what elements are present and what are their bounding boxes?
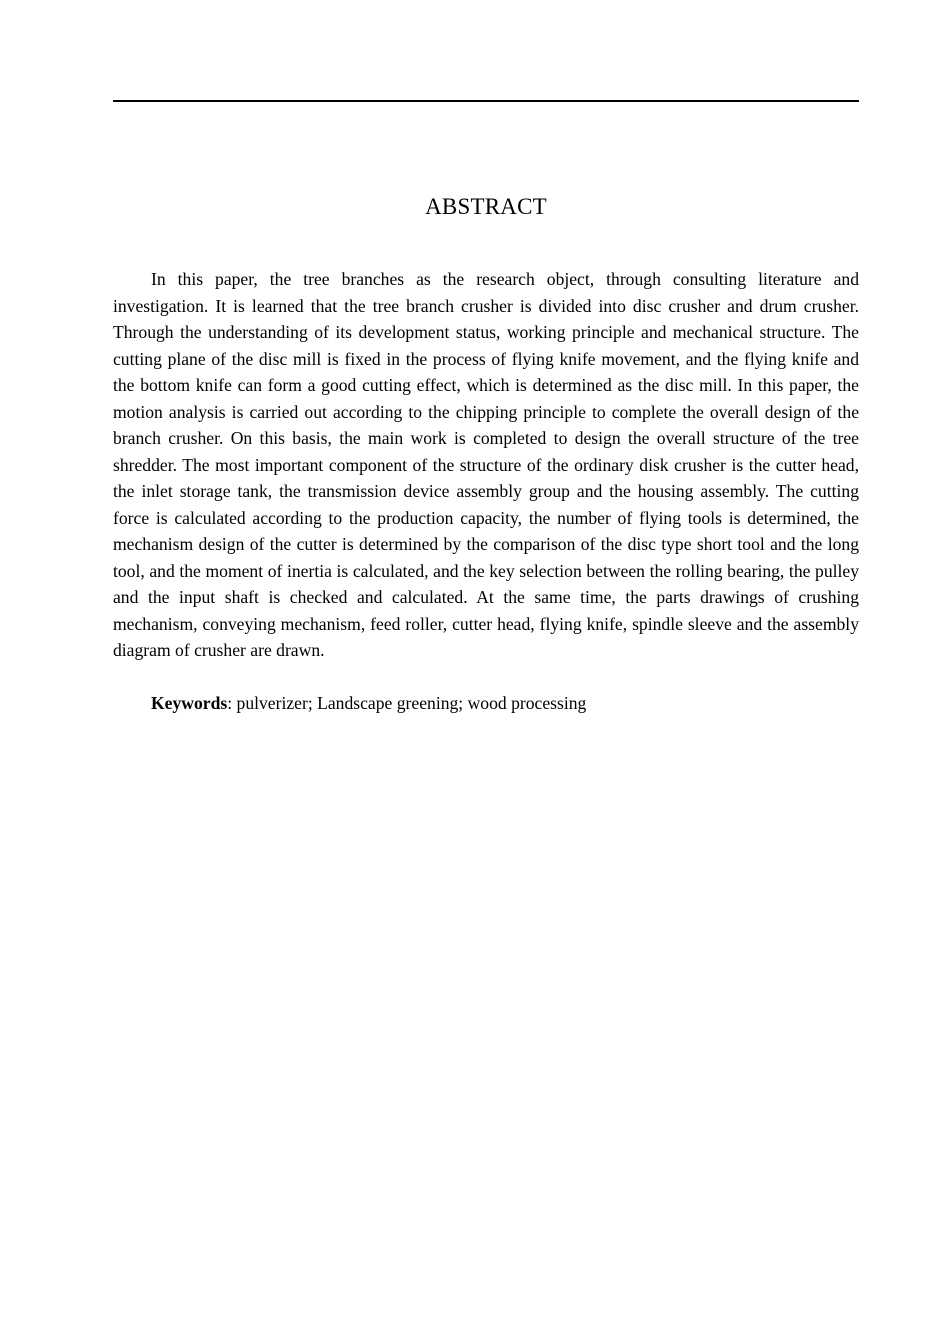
abstract-title: ABSTRACT [425, 194, 547, 219]
header-rule [113, 100, 859, 102]
keywords-line [113, 690, 859, 717]
keywords-separator: : [227, 693, 237, 713]
abstract-body: In this paper, the tree branches as the research object, through consulting literature and investigation. It is learned that the tree branch crusher is divided into disc crusher and drum crusher. Through the understanding of its development status, working principle and mechanical structure. The cutting plane of the disc mill is fixed in the process of flying knife movement, and the flying knife and the bottom knife can form a good cutting effect, which is determined as the disc mill. In this paper, the motion analysis is carried out according to the chipping principle to complete the overall design of the branch crusher. On this basis, the main work is completed to design the overall structure of the tree shredder. The most important component of the structure of the ordinary disk crusher is the cutter head, the inlet storage tank, the transmission device assembly group and the housing assembly. The cutting force is calculated according to the production capacity, the number of flying tools is determined, the mechanism design of the cutter is determined by the comparison of the disc type short tool and the long tool, and the moment of inertia is calculated, and the key selection between the rolling bearing, the pulley and the input shaft is checked and calculated. At the same time, the parts drawings of crushing mechanism, conveying mechanism, feed roller, cutter head, flying knife, spindle sleeve and the assembly diagram of crusher are drawn. [113, 269, 859, 660]
keywords-label: Keywords [151, 693, 228, 713]
keywords-text: pulverizer; Landscape greening; wood processing [236, 693, 587, 713]
